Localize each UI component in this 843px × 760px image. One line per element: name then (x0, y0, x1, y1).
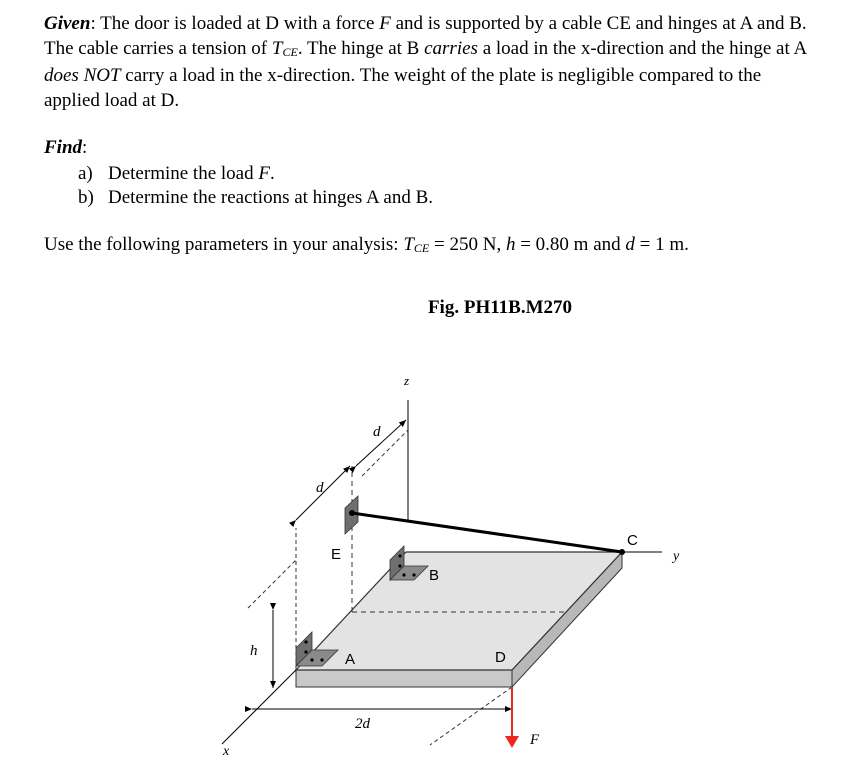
find-colon: : (82, 137, 88, 158)
2d-extension-dashed (430, 687, 512, 745)
given-emph-does-not: does NOT (44, 65, 121, 86)
figure-caption: Fig. PH11B.M270 (427, 297, 573, 318)
params-text-4: = 1 m. (634, 234, 689, 255)
d-extension-dashed (362, 430, 408, 476)
params-text-2: = 250 N, (429, 234, 506, 255)
find-item-a-label: a) (78, 163, 93, 184)
given-text-1: The door is loaded at D with a force (95, 13, 380, 34)
given-var-t: T (271, 37, 283, 59)
given-label: Given (44, 13, 91, 34)
point-e-dot (349, 510, 355, 516)
x-axis (222, 670, 296, 744)
given-text-3: . The hinge at B (297, 37, 425, 59)
cable-ce (352, 513, 622, 552)
find-item-a-end: . (269, 163, 275, 184)
label-f: F (530, 732, 540, 748)
label-d-side: d (316, 480, 324, 496)
params-sub-ce: CE (413, 241, 430, 255)
d-top-dimension (356, 420, 406, 466)
given-var-f: F (379, 13, 391, 34)
find-item-b-label: b) (78, 187, 94, 208)
label-x: x (223, 744, 230, 759)
given-colon: : (90, 13, 96, 34)
label-y: y (673, 549, 680, 564)
params-text-1: Use the following parameters in your analysis: (44, 234, 404, 255)
find-label: Find (44, 137, 83, 158)
params-var-d: d (625, 234, 635, 255)
point-c-dot (619, 549, 625, 555)
label-a: A (345, 651, 356, 668)
given-text-4: a load in the x-direction and the hinge at A (477, 37, 807, 59)
params-var-h: h (505, 234, 516, 255)
h-extension-dashed (248, 560, 296, 608)
label-d-top: d (373, 424, 381, 440)
find-item-b-text: Determine the reactions at hinges A and B. (108, 187, 434, 208)
label-2d: 2d (355, 716, 370, 732)
given-sub-ce: CE (282, 44, 298, 59)
label-c: C (627, 532, 638, 549)
params-text-3: = 0.80 m and (515, 234, 626, 255)
plate-front-face (296, 670, 512, 687)
params-var-t: T (403, 234, 414, 255)
find-item-a-text: Determine the load (108, 163, 259, 184)
label-d: D (495, 649, 506, 666)
label-e: E (331, 546, 342, 563)
label-h: h (250, 643, 258, 659)
given-emph-carries: carries (424, 37, 478, 59)
label-b: B (429, 567, 440, 584)
label-z: z (404, 373, 410, 388)
find-item-a-var: F (258, 163, 270, 184)
given-text-2: and is supported by a cable CE and hinges at A and B. The cable carries a tension of (44, 13, 807, 59)
force-f-arrowhead (505, 736, 519, 748)
given-text-5: carry a load in the x-direction. The weight of the plate is negligible compared to the applied load at D. (44, 65, 762, 111)
